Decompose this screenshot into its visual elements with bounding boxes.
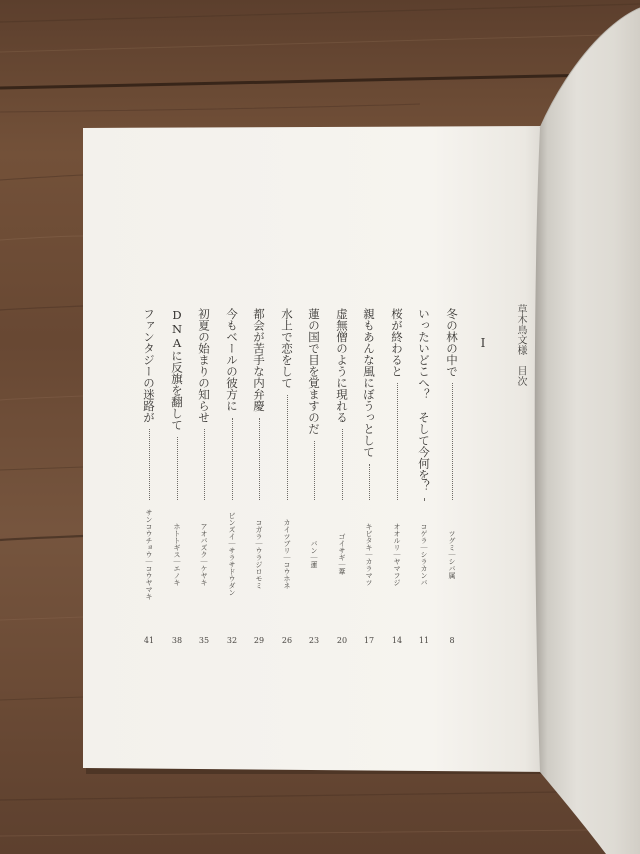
toc-entry <box>169 308 185 604</box>
entry-subjects-box <box>419 504 429 604</box>
entry-subjects: キビタキ｜カラマツ <box>365 522 373 586</box>
entry-title: 蓮の国で目を覚ますのだ <box>307 308 321 435</box>
entry-subjects-box <box>309 504 319 604</box>
entry-subjects-box <box>447 504 457 604</box>
dot-leader <box>232 418 233 501</box>
entry-title: 桜が終わると <box>390 308 404 377</box>
toc-entry <box>306 308 322 604</box>
entry-title: いったいどこへ？ そして今何を？ <box>417 308 431 492</box>
entry-page-number: 17 <box>363 636 375 645</box>
dot-leader <box>397 383 398 500</box>
entry-page-number: 23 <box>308 636 320 645</box>
entry-subjects-box <box>172 504 182 604</box>
book-title: 草木鳥文様 目次 <box>515 304 526 387</box>
entry-subjects-box <box>337 504 347 604</box>
dot-leader <box>452 383 453 500</box>
entry-subjects-box <box>282 504 292 604</box>
dot-leader <box>177 437 178 501</box>
dot-leader <box>424 498 425 500</box>
toc-entry <box>444 308 460 604</box>
dot-leader <box>342 429 343 500</box>
entry-subjects-box <box>392 504 402 604</box>
dot-leader <box>369 464 370 501</box>
entry-subjects-box <box>227 504 237 604</box>
entry-subjects: コガラ｜ウラジロモミ <box>255 519 263 589</box>
entry-page-number: 20 <box>336 636 348 645</box>
dot-leader <box>287 395 288 501</box>
entry-subjects-box <box>254 504 264 604</box>
entry-title: 初夏の始まりの知らせ <box>197 308 211 423</box>
entry-page-number: 32 <box>226 636 238 645</box>
entry-page-number: 14 <box>391 636 403 645</box>
entry-page-number: 8 <box>449 636 455 645</box>
toc-entry <box>361 308 377 604</box>
toc-entry <box>389 308 405 604</box>
entry-title: 今もベールの彼方に <box>225 308 239 412</box>
entry-page-number: 11 <box>418 636 430 645</box>
entry-subjects: オオルリ｜ヤマフジ <box>393 522 401 586</box>
entry-title: ファンタジーの迷路が <box>142 308 156 423</box>
toc-entry <box>416 308 432 604</box>
right-page-curl <box>535 8 640 854</box>
entry-page-number: 26 <box>281 636 293 645</box>
entry-subjects-box <box>199 504 209 604</box>
dot-leader <box>314 441 315 501</box>
entry-subjects: サンコウチョウ｜コウヤマキ <box>145 508 153 600</box>
entry-subjects: ビンズイ｜サラサドウダン <box>228 512 236 596</box>
toc-entry <box>251 308 267 604</box>
dot-leader <box>149 429 150 500</box>
entry-subjects-box <box>144 504 154 604</box>
entry-subjects: バン｜蓮 <box>310 540 318 568</box>
entry-page-number: 29 <box>253 636 265 645</box>
toc-entry <box>196 308 212 604</box>
entry-subjects: コゲラ｜シラカンバ <box>420 522 428 586</box>
dot-leader <box>259 418 260 501</box>
entry-subjects: ゴイサギ｜葦 <box>338 533 346 575</box>
entry-title: 虚無僧のように現れる <box>335 308 349 423</box>
entry-title: 水上で恋をして <box>280 308 294 389</box>
toc-entry <box>279 308 295 604</box>
entry-subjects: ホトトギス｜エノキ <box>173 522 181 586</box>
entry-title: DNAに反旗を翻して <box>170 308 184 431</box>
toc-entry <box>141 308 157 604</box>
entry-title: 冬の林の中で <box>445 308 459 377</box>
entry-subjects: ツグミ｜シバ属 <box>448 529 456 579</box>
entry-page-number: 38 <box>171 636 183 645</box>
section-numeral: I <box>480 336 486 350</box>
entry-page-number: 41 <box>143 636 155 645</box>
entry-title: 親もあんな風にぼうっとして <box>362 308 376 458</box>
toc-entry <box>334 308 350 604</box>
entry-subjects: アオバズク｜ケヤキ <box>200 522 208 586</box>
entry-subjects-box <box>364 504 374 604</box>
entry-page-number: 35 <box>198 636 210 645</box>
entry-title: 都会が苦手な内弁慶 <box>252 308 266 412</box>
dot-leader <box>204 429 205 500</box>
toc-entry <box>224 308 240 604</box>
entry-subjects: カイツブリ｜コウホネ <box>283 519 291 589</box>
